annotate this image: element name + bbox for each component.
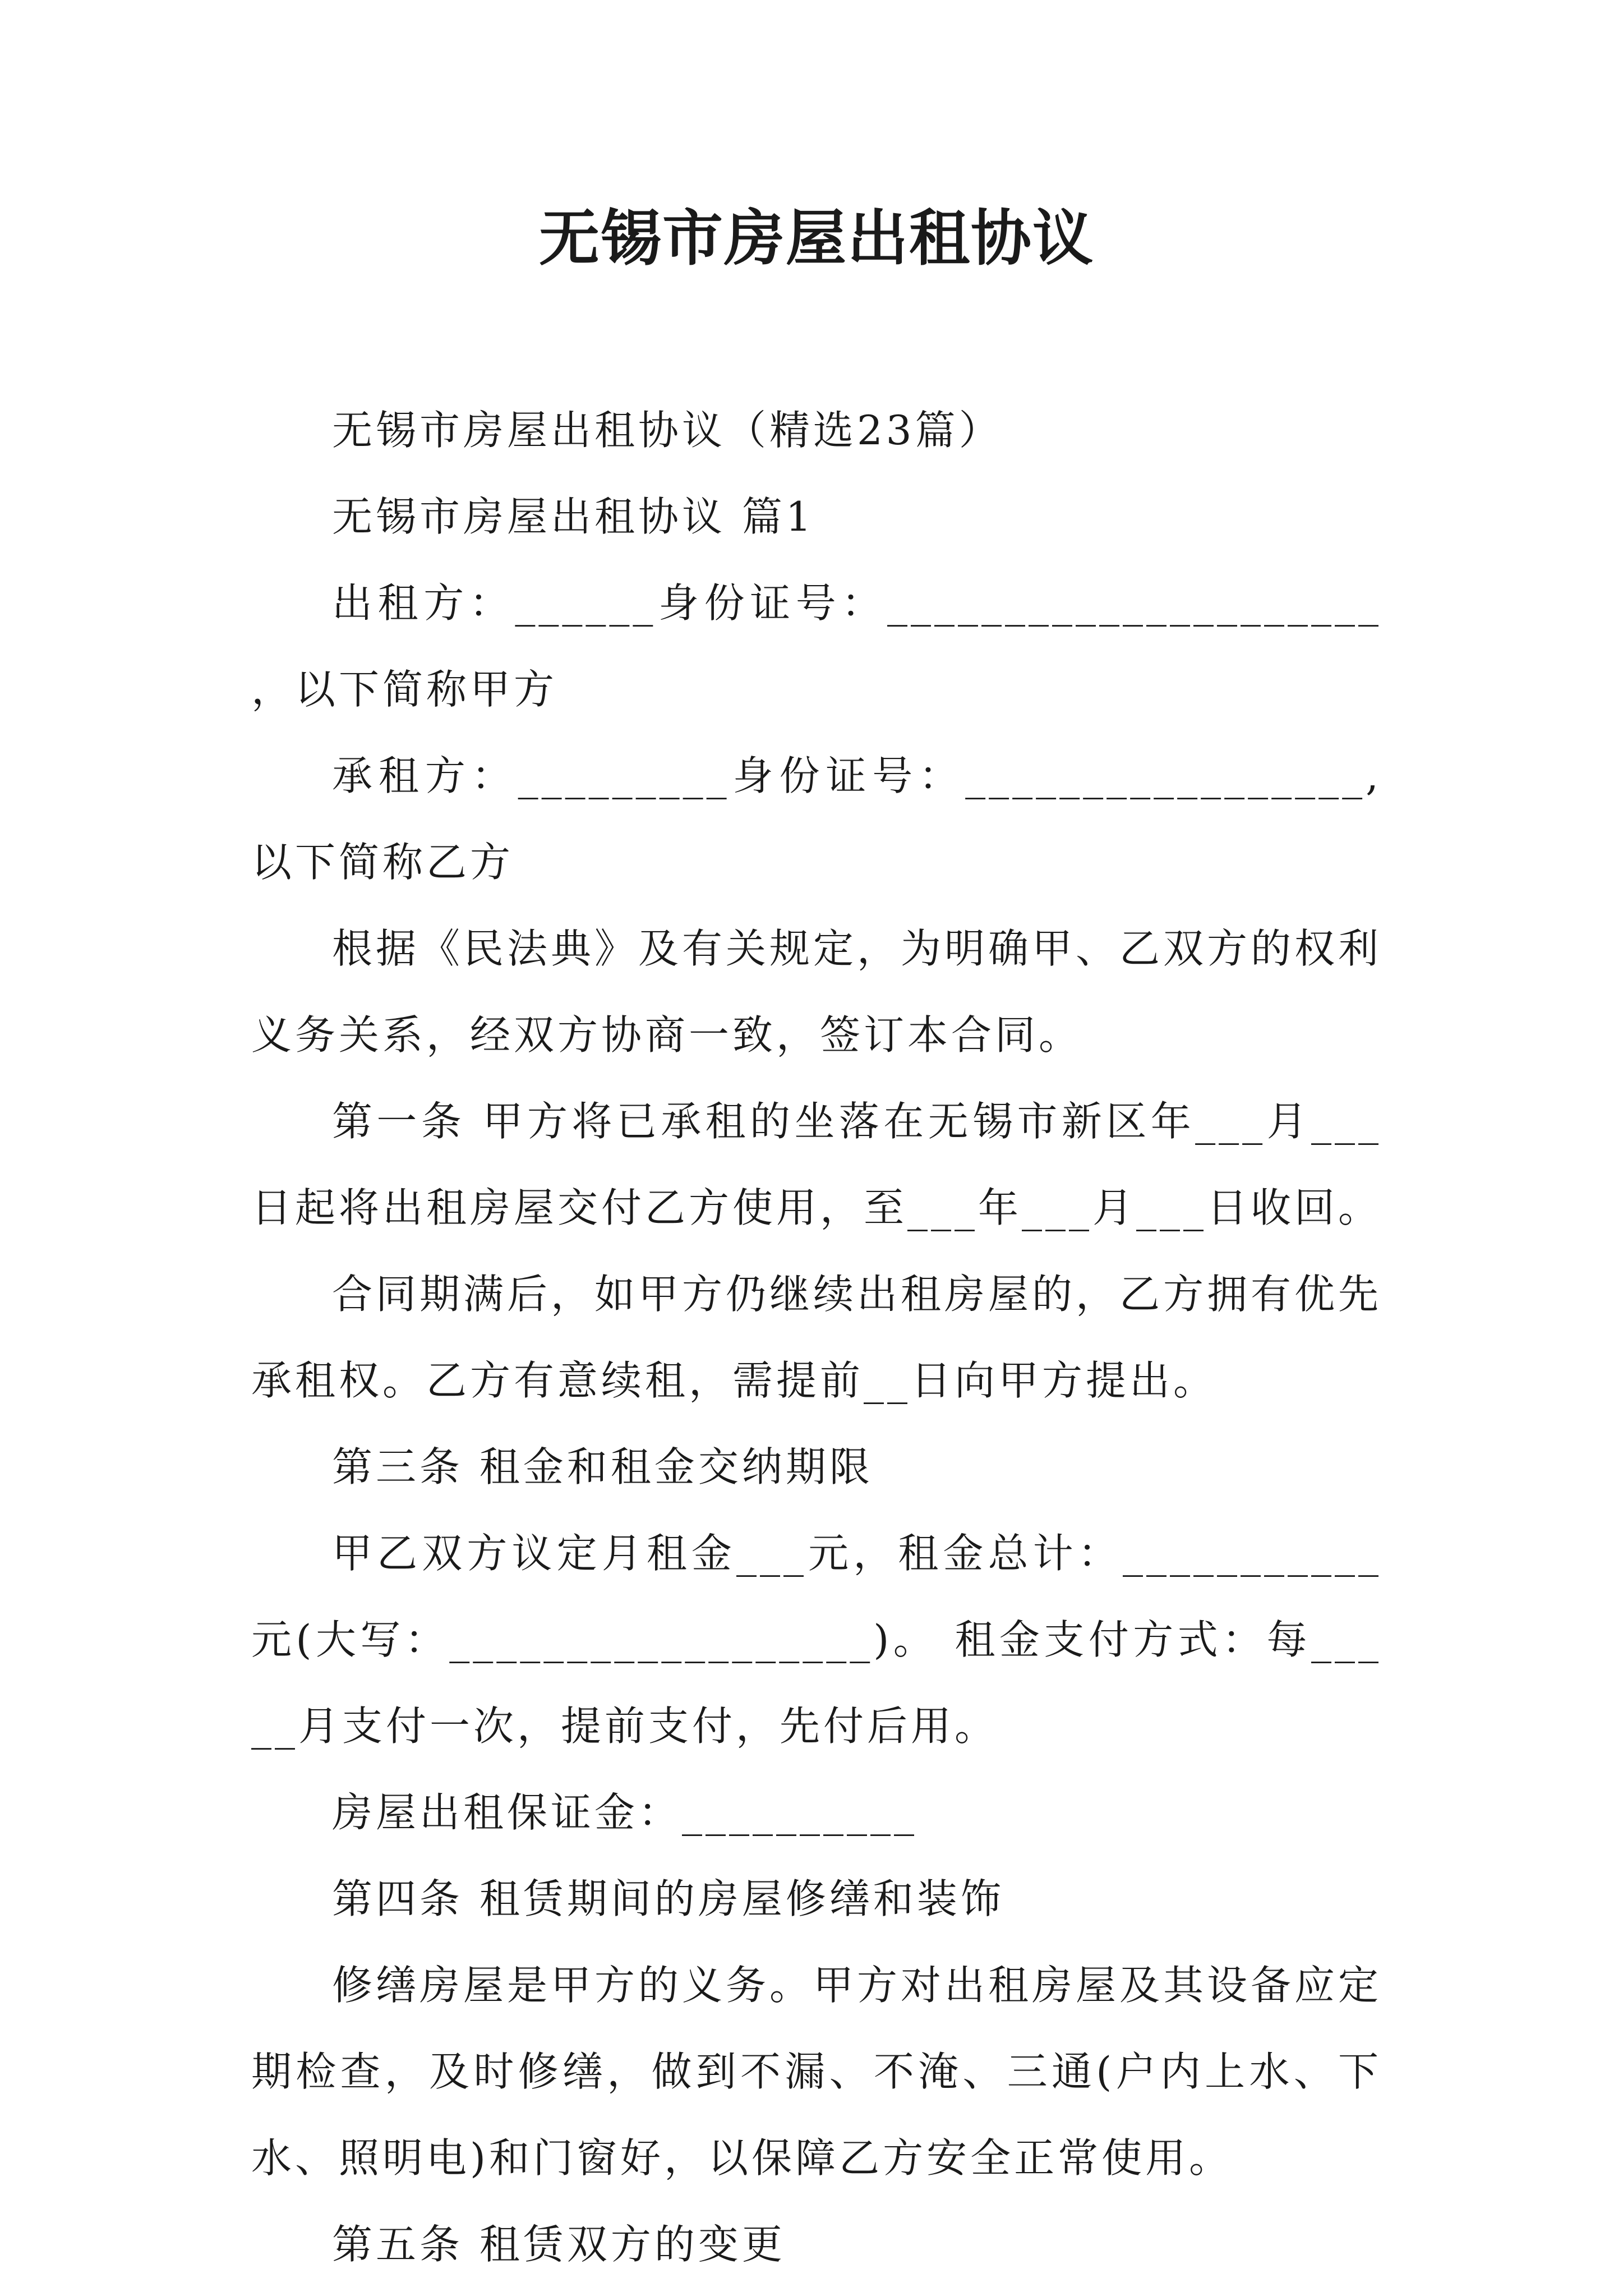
article-5-heading: 第五条 租赁双方的变更 <box>332 2221 786 2268</box>
preamble-paragraph: 根据《民法典》及有关规定，为明确甲、乙双方的权利义务关系，经双方协商一致，签订本合同。 <box>251 925 1382 1059</box>
article-3-heading: 第三条 租金和租金交纳期限 <box>332 1443 873 1490</box>
article-4-heading: 第四条 租赁期间的房屋修缮和装饰 <box>332 1875 1004 1922</box>
document-title: 无锡市房屋出租协议 <box>538 203 1094 274</box>
repair-paragraph: 修缮房屋是甲方的义务。甲方对出租房屋及其设备应定期检查，及时修缮，做到不漏、不淹、三通(户内上水、下水、照明电)和门窗好，以保障乙方安全正常使用。 <box>251 1962 1382 2182</box>
rent-terms-paragraph: 甲乙双方议定月租金___元，租金总计：___________元(大写：__________________)。 租金支付方式：每_____月支付一次，提前支付，先付后用。 <box>251 1530 1382 1750</box>
deposit-line: 房屋出租保证金：__________ <box>332 1789 918 1836</box>
subtitle-selection: 无锡市房屋出租协议（精选23篇） <box>332 407 1003 454</box>
article-1-paragraph: 第一条 甲方将已承租的坐落在无锡市新区年___月___日起将出租房屋交付乙方使用，至___年___月___日收回。 <box>251 1098 1382 1231</box>
lessee-line: 承租方：_________身份证号：_________________,以下简称乙方 <box>251 752 1382 886</box>
section-heading-part-1: 无锡市房屋出租协议 篇1 <box>332 493 815 540</box>
renewal-paragraph: 合同期满后，如甲方仍继续出租房屋的，乙方拥有优先承租权。乙方有意续租，需提前__日向甲方提出。 <box>251 1271 1382 1404</box>
lessor-line: 出租方：______身份证号：_____________________ ，以下简称甲方 <box>251 579 1382 713</box>
